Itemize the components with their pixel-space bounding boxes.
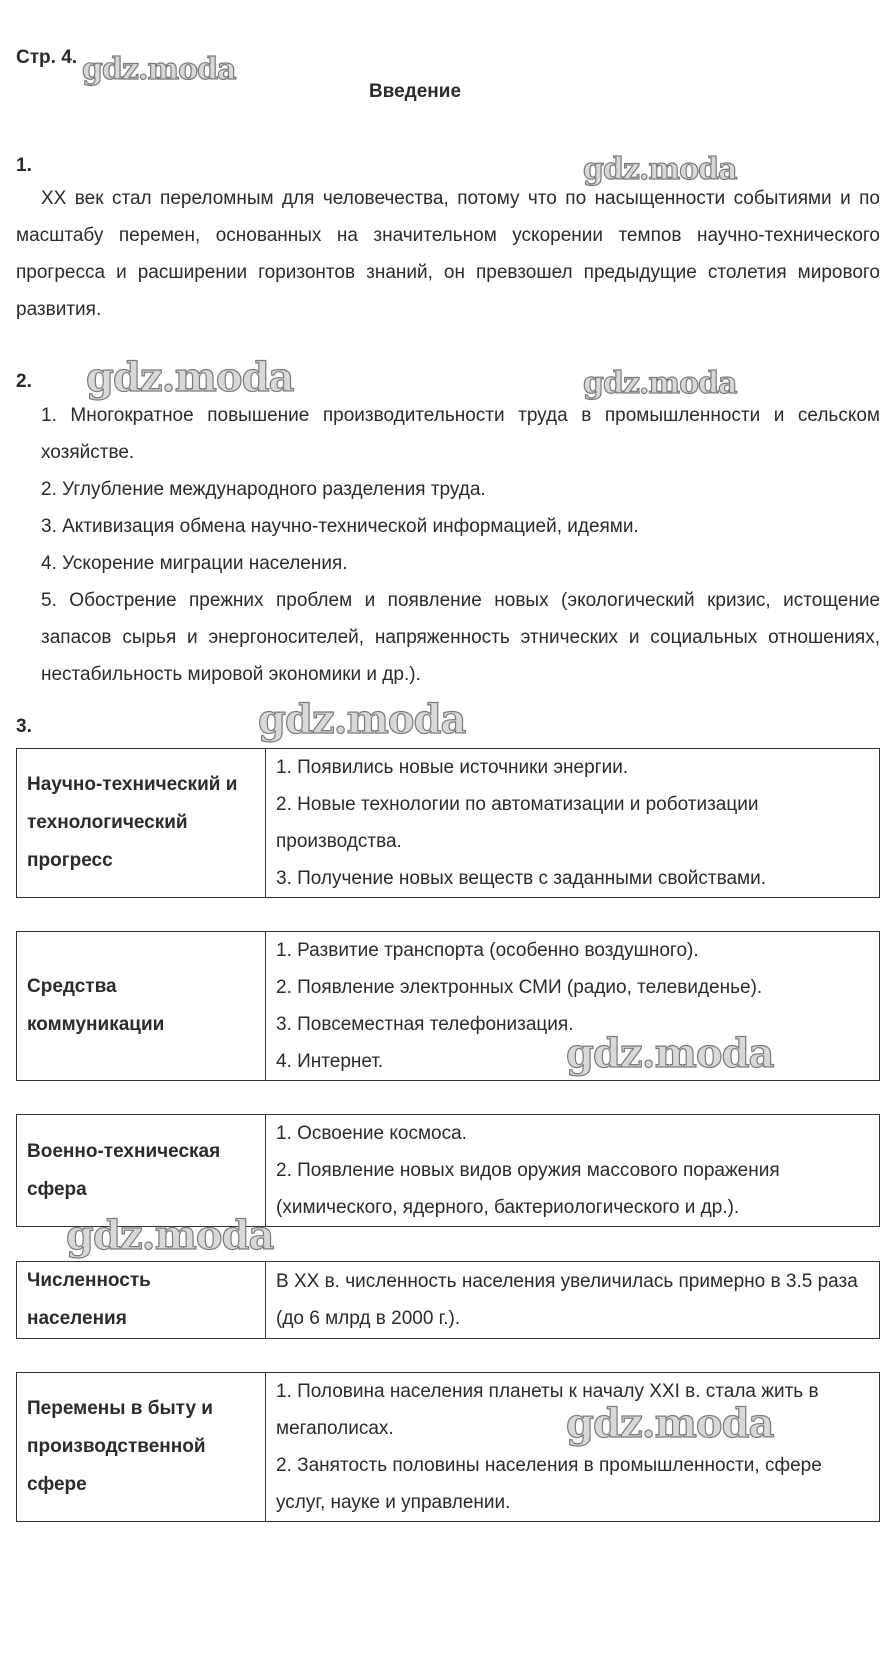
watermark-logo: gdz.moda (583, 152, 737, 187)
watermark-logo: gdz.moda (583, 366, 737, 401)
list-item (16, 545, 880, 582)
table-population (16, 1261, 880, 1339)
table-header-cell: Средства коммуникации (17, 932, 266, 1081)
table-military (16, 1114, 880, 1227)
table-line: 1. Появились новые источники энергии. (276, 757, 629, 778)
table-line: 2. Занятость половины населения в промышленности, сфере услуг, науке и управлении. (276, 1455, 822, 1513)
table-header-cell: Научно-технический и технологический прогресс (17, 749, 266, 898)
table-lifestyle (16, 1372, 880, 1522)
section-1-text (16, 180, 880, 328)
watermark-logo: gdz.moda (566, 1030, 774, 1077)
list-item-text: 4. Ускорение миграции населения. (41, 553, 348, 574)
watermark-logo: gdz.moda (66, 1212, 274, 1259)
list-item-text: 1. Многократное повышение производительности труда в промышленности и сельском хозяйстве. (41, 405, 880, 463)
list-item (16, 508, 880, 545)
table-body-cell (266, 932, 880, 1081)
section-3-number: 3. (16, 716, 32, 737)
list-item-text: 5. Обострение прежних проблем и появление новых (экологический кризис, истощение запасов сырья и энергоносителей, напряженность этнических и социальных отношениях, нестабильность мировой экономики и др.). (41, 590, 880, 685)
table-line: 4. Интернет. (276, 1051, 384, 1072)
page-title: Введение (368, 81, 462, 102)
table-communications (16, 931, 880, 1081)
table-line: 2. Новые технологии по автоматизации и роботизации производства. (276, 794, 759, 852)
table-line: 1. Освоение космоса. (276, 1123, 467, 1144)
list-item (16, 582, 880, 693)
list-item-text: 2. Углубление международного разделения труда. (41, 479, 486, 500)
table-line: 1. Половина населения планеты к началу XXI в. стала жить в мегаполисах. (276, 1381, 819, 1439)
table-line: В XX в. численность населения увеличилась примерно в 3.5 раза (до 6 млрд в 2000 г.). (276, 1271, 858, 1329)
table-scientific-progress (16, 748, 880, 898)
table-body-cell (266, 1262, 880, 1339)
table-header-cell: Военно-техническая сфера (17, 1115, 266, 1227)
table-body-cell (266, 749, 880, 898)
table-line: 2. Появление новых видов оружия массового поражения (химического, ядерного, бактериологического и др.). (276, 1160, 780, 1218)
watermark-logo: gdz.moda (86, 354, 294, 401)
watermark-logo: gdz.moda (82, 52, 236, 87)
page-label: Стр. 4. (16, 47, 78, 68)
table-header-cell: Численность населения (17, 1262, 266, 1339)
table-body-cell (266, 1115, 880, 1227)
watermark-logo: gdz.moda (258, 696, 466, 743)
watermark-logo: gdz.moda (566, 1400, 774, 1447)
table-line: 1. Развитие транспорта (особенно воздушного). (276, 940, 699, 961)
table-body-cell (266, 1373, 880, 1522)
table-line: 3. Повсеместная телефонизация. (276, 1014, 574, 1035)
table-line: 2. Появление электронных СМИ (радио, телевиденье). (276, 977, 763, 998)
section-2-list (16, 397, 880, 693)
list-item (16, 397, 880, 471)
table-header-cell: Перемены в быту и производственной сфере (17, 1373, 266, 1522)
section-2-number: 2. (16, 371, 32, 392)
table-line: 3. Получение новых веществ с заданными свойствами. (276, 868, 767, 889)
section-1-number: 1. (16, 155, 32, 176)
list-item-text: 3. Активизация обмена научно-технической информацией, идеями. (41, 516, 639, 537)
section-1-paragraph: XX век стал переломным для человечества, потому что по насыщенности событиями и по масштабу перемен, основанных на значительном ускорении темпов научно-технического прогресса и расширении горизонтов знаний, он превзошел предыдущие столетия мирового развития. (16, 188, 880, 320)
list-item (16, 471, 880, 508)
